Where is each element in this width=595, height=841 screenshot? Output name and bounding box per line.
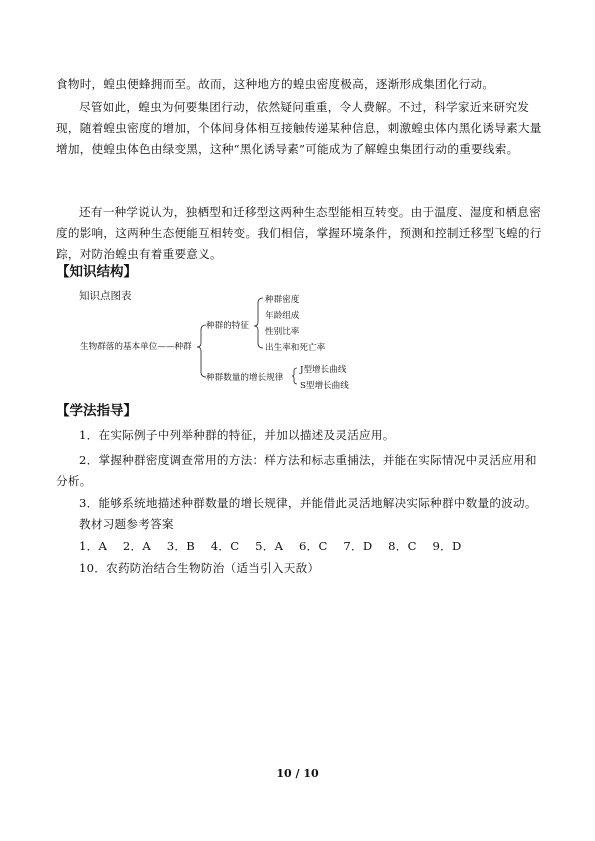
answer-10: 10．农药防治结合生物防治（适当引入天敌） [79,561,320,575]
heading-study-guide: 【学法指导】 [56,403,137,419]
diagram-title: 知识点图表 [79,290,132,302]
diagram-root: 生物群落的基本单位——种群 [80,342,192,352]
heading-knowledge-structure: 【知识结构】 [56,264,137,280]
bracket-growth [292,368,297,384]
answers-title: 教材习题参考答案 [79,517,174,531]
bracket-root [197,325,206,377]
paragraph-2: 尽管如此，蝗虫为何要集团行动，依然疑问重重，令人费解。不过，科学家近来研究发现，随着蝗虫密度的增加，个体间身体相互接触传递某种信息，刺激蝗虫体内黑化诱导素大量增加，使蝗虫体色由绿变黑，这种“黑化诱导素”可能成为了解蝗虫集团行动的重要线索。 [56,100,542,156]
guide-item-3: 3．能够系统地描述种群数量的增长规律，并能借此灵活地解决实际种群中数量的波动。 [79,496,537,510]
paragraph-1: 食物时，蝗虫便蜂拥而至。故而，这种地方的蝗虫密度极高，逐渐形成集团化行动。 [56,77,495,91]
guide-item-2: 2．掌握种群密度调查常用的方法：样方法和标志重捕法，并能在实际情况中灵活应用和分析。 [56,453,537,488]
diagram-item-density: 种群密度 [265,295,300,305]
diagram-branch-growth: 种群数量的增长规律 [206,373,284,383]
diagram-item-s-curve: S型增长曲线 [300,381,349,391]
paragraph-3: 还有一种学说认为，独栖型和迁移型这两种生态型能相互转变。由于温度、湿度和栖息密度的影响，这两种生态便能互相转变。我们相信，掌握环境条件，预测和控制迁移型飞蝗的行踪，对防治蝗虫有着重要意义。 [56,205,542,261]
diagram-item-j-curve: J型增长曲线 [300,365,347,375]
answers-list: 1．A 2．A 3．B 4．C 5．A 6．C 7．D 8．C 9．D [79,539,462,553]
diagram-item-age: 年龄组成 [265,311,300,321]
diagram-item-sex-ratio: 性别比率 [265,327,300,337]
bracket-features [254,298,263,348]
diagram-item-birth-death: 出生率和死亡率 [265,343,326,353]
guide-item-1: 1．在实际例子中列举种群的特征，并加以描述及灵活应用。 [79,428,395,442]
page-number: 10 / 10 [276,767,319,780]
diagram-branch-features: 种群的特征 [206,321,249,331]
